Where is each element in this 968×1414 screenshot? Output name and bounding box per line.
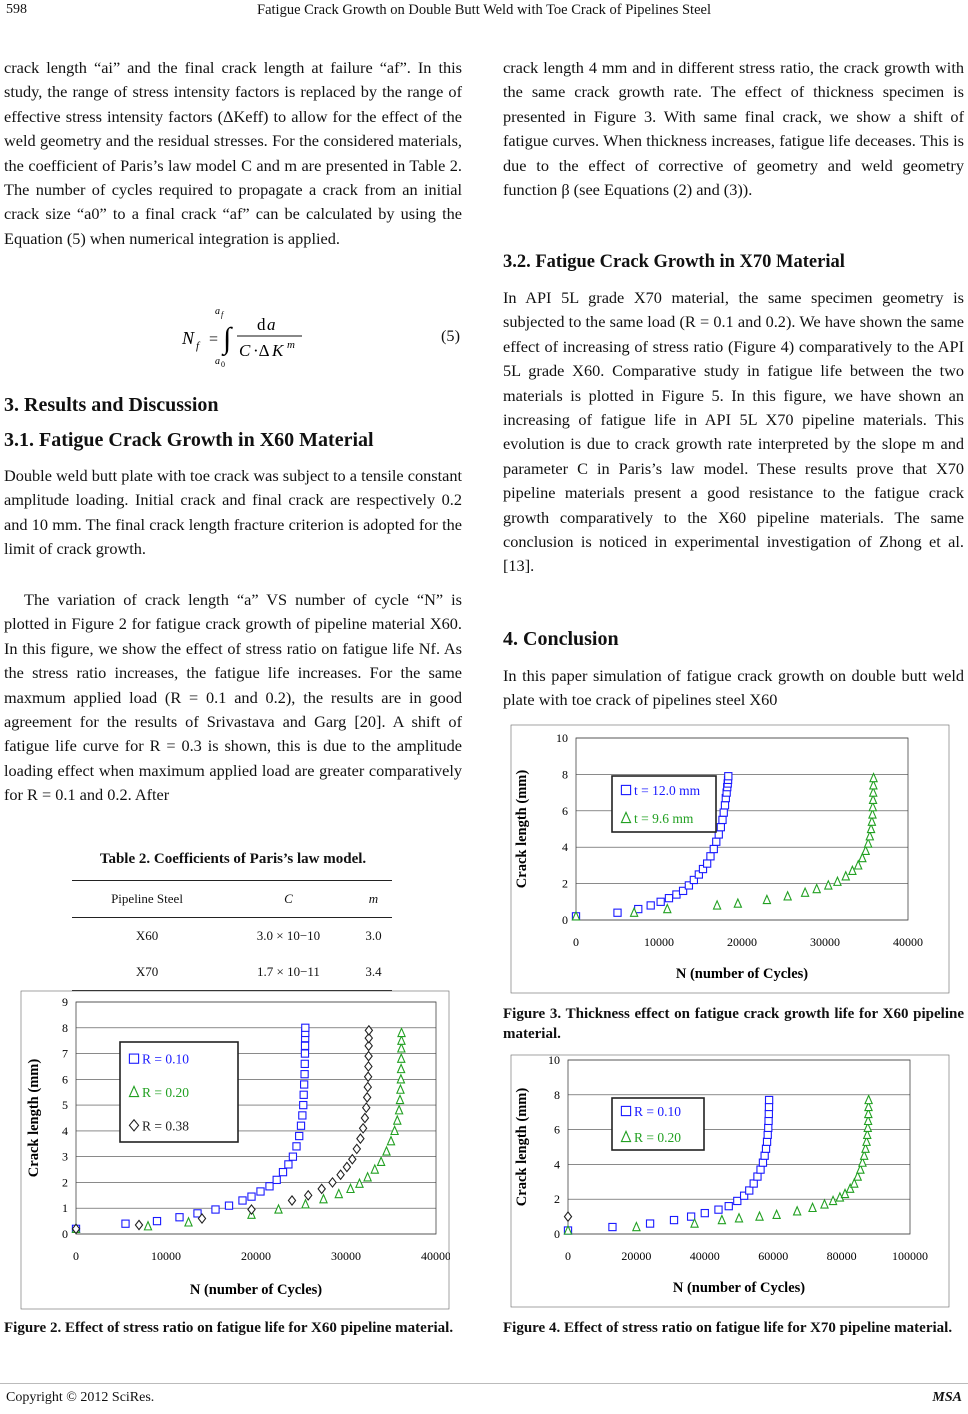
x-tick-label: 30000 xyxy=(331,1249,361,1263)
x-tick-label: 20000 xyxy=(727,935,757,949)
equation-5 xyxy=(4,302,462,372)
fig2-svg xyxy=(20,990,450,1310)
series-diamond xyxy=(564,1212,571,1221)
data-point xyxy=(353,1144,360,1153)
data-point xyxy=(725,1203,732,1210)
data-point xyxy=(754,1173,761,1180)
data-point xyxy=(300,1102,307,1109)
figure-4-caption: Figure 4. Effect of stress ratio on fatigue life for X70 pipeline material. xyxy=(503,1320,953,1336)
right-paragraph-3: In this paper simulation of fatigue crack growth on double butt weld plate with toe crack of pipelines steel X60 xyxy=(503,666,964,710)
y-tick-label: 0 xyxy=(562,913,568,927)
data-point xyxy=(257,1188,264,1195)
y-tick-label: 8 xyxy=(62,1020,68,1035)
svg-text:N: N xyxy=(182,328,195,348)
y-axis-label: Crack length (mm) xyxy=(514,1087,530,1207)
y-tick-label: 2 xyxy=(562,876,568,891)
figure-3-chart xyxy=(510,724,950,994)
data-point xyxy=(717,824,724,831)
data-point xyxy=(762,1145,769,1152)
right-paragraph-1: crack length 4 mm and in different stress ratio, the crack growth with the same crack growth rate. The effect of thickness specimen is presented in Figure 3. With same final crack, we show a shift of fatigue curves. When thickness increases, fatigue life deceases. This is due to the effect of corrective of geometry and weld geometry function β (see Equations (2) and (3)). xyxy=(503,58,964,200)
table-cell: 1.7 × 10−11 xyxy=(222,954,355,991)
fig3-svg xyxy=(510,724,950,994)
table-cell: 3.0 xyxy=(365,928,382,943)
data-point xyxy=(357,1134,364,1143)
x-tick-label: 20000 xyxy=(621,1249,652,1263)
data-point xyxy=(122,1220,129,1227)
data-point xyxy=(398,1044,405,1052)
data-point xyxy=(365,1072,372,1081)
data-point xyxy=(266,1183,273,1190)
x-axis-label: N (number of Cycles) xyxy=(189,1282,323,1298)
data-point xyxy=(746,1187,753,1194)
data-point xyxy=(720,809,727,816)
data-point xyxy=(665,895,672,902)
data-point xyxy=(763,1138,770,1145)
data-point xyxy=(394,1116,401,1124)
data-point xyxy=(176,1214,183,1221)
data-point xyxy=(364,1082,371,1091)
data-point xyxy=(301,1042,308,1049)
data-point xyxy=(842,872,849,880)
section-3-title: 3. Results and Discussion xyxy=(4,394,219,416)
y-tick-label: 5 xyxy=(62,1098,68,1113)
data-point xyxy=(704,860,711,867)
legend-marker xyxy=(621,785,630,794)
data-point xyxy=(301,1081,308,1088)
data-point xyxy=(285,1161,292,1168)
data-point xyxy=(813,884,820,892)
data-point xyxy=(765,1096,772,1103)
section-3-2-title: 3.2. Fatigue Crack Growth in X70 Material xyxy=(503,252,845,272)
left-paragraph-2: The variation of crack length “a” VS number of cycle “N” is plotted in Figure 2 for fatigue crack growth of pipeline material X60. In this figure, we show the effect of stress ratio on fatigue life Nf. As the stress ratio increases, the fatigue life increases. For the same maxmum applied load (R = 0.1 and 0.2), the results are in good agreement for the results of Srivastava and Garg [20]. A shift of fatigue life curve for R = 0.3 is shown, this is due to the amplitude loading effect when maximum applied load are greater comparatively for R = 0.1 and 0.2. After xyxy=(4,590,462,805)
legend xyxy=(120,1042,238,1142)
svg-text:C: C xyxy=(239,341,251,360)
data-point xyxy=(633,1222,640,1230)
data-point xyxy=(302,1024,309,1031)
data-point xyxy=(343,1162,350,1171)
section-4-title: 4. Conclusion xyxy=(503,628,619,650)
svg-text:0: 0 xyxy=(221,360,225,369)
x-tick-label: 80000 xyxy=(826,1249,857,1263)
figure-2-caption: Figure 2. Effect of stress ratio on fatigue life for X60 pipeline material. xyxy=(4,1320,454,1336)
y-tick-label: 6 xyxy=(62,1072,68,1087)
data-point xyxy=(809,1203,816,1211)
x-axis-label: N (number of Cycles) xyxy=(675,966,809,982)
x-tick-label: 0 xyxy=(565,1249,571,1263)
y-tick-label: 2 xyxy=(62,1175,68,1190)
svg-text:a: a xyxy=(267,315,276,334)
svg-text:a: a xyxy=(215,306,220,317)
data-point xyxy=(301,1071,308,1078)
table-row xyxy=(72,954,392,991)
data-point xyxy=(725,773,732,780)
svg-text:=: = xyxy=(209,331,219,348)
data-point xyxy=(302,1200,309,1208)
legend-marker xyxy=(621,1106,630,1115)
equation-number: (5) xyxy=(441,326,460,345)
legend-marker xyxy=(129,1054,138,1063)
data-point xyxy=(397,1085,404,1093)
data-point xyxy=(750,1180,757,1187)
data-point xyxy=(300,1091,307,1098)
data-point xyxy=(707,853,714,860)
x-tick-label: 40000 xyxy=(689,1249,720,1263)
x-axis-label: N (number of Cycles) xyxy=(672,1280,806,1296)
data-point xyxy=(335,1189,342,1197)
data-point xyxy=(710,845,717,852)
data-point xyxy=(721,802,728,809)
data-point xyxy=(759,1159,766,1166)
legend-label: R = 0.20 xyxy=(634,1130,681,1145)
table-cell: X70 xyxy=(72,954,222,991)
data-point xyxy=(337,1170,344,1179)
paris-law-table xyxy=(72,880,392,991)
data-point xyxy=(825,881,832,889)
x-tick-label: 10000 xyxy=(644,935,674,949)
page-header xyxy=(0,0,968,24)
x-tick-label: 40000 xyxy=(421,1249,450,1263)
svg-text:·Δ: ·Δ xyxy=(253,341,270,360)
data-point xyxy=(397,1064,404,1072)
data-point xyxy=(248,1193,255,1200)
table-cell: X60 xyxy=(135,928,159,943)
y-tick-label: 3 xyxy=(62,1149,68,1164)
data-point xyxy=(765,1124,772,1131)
chart-frame xyxy=(511,725,949,993)
data-point xyxy=(363,1103,370,1112)
data-point xyxy=(360,1124,367,1133)
table-header-c: C xyxy=(222,881,355,918)
legend-label: R = 0.10 xyxy=(142,1051,189,1067)
data-point xyxy=(248,1205,255,1214)
page-number: 598 xyxy=(6,2,27,17)
data-point xyxy=(364,1093,371,1102)
data-point xyxy=(347,1184,354,1192)
data-point xyxy=(670,1216,677,1223)
x-tick-label: 20000 xyxy=(241,1249,271,1263)
data-point xyxy=(320,1195,327,1203)
data-point xyxy=(365,1062,372,1071)
left-paragraph-1: Double weld butt plate with toe crack was subject to a tensile constant amplitude loading. Initial crack and final crack are respectively 0.2 and 10 mm. The final crack length fracture criterion is adopted for the limit of crack growth. xyxy=(4,466,462,559)
data-point xyxy=(301,1060,308,1067)
data-point xyxy=(719,816,726,823)
data-point xyxy=(349,1155,356,1164)
data-point xyxy=(734,899,741,907)
data-point xyxy=(829,1196,836,1204)
section-3-1-title: 3.1. Fatigue Crack Growth in X60 Material xyxy=(4,429,374,451)
table-row xyxy=(72,918,392,955)
y-axis-label: Crack length (mm) xyxy=(514,769,530,889)
figure-2-chart xyxy=(20,990,450,1310)
copyright-text: Copyright © 2012 SciRes. xyxy=(6,1390,155,1405)
data-point xyxy=(398,1054,405,1062)
x-tick-label: 0 xyxy=(73,1249,79,1263)
data-point xyxy=(646,1220,653,1227)
figure-4-chart xyxy=(510,1054,950,1308)
data-point xyxy=(397,1075,404,1083)
data-point xyxy=(364,1173,371,1181)
x-tick-label: 0 xyxy=(573,935,579,949)
data-point xyxy=(756,1212,763,1220)
data-point xyxy=(735,1214,742,1222)
svg-text:d: d xyxy=(257,315,266,334)
y-tick-label: 10 xyxy=(548,1054,560,1067)
data-point xyxy=(714,901,721,909)
y-tick-label: 1 xyxy=(62,1201,68,1216)
data-point xyxy=(396,1106,403,1114)
data-point xyxy=(293,1143,300,1150)
data-point xyxy=(273,1176,280,1183)
table-header-steel: Pipeline Steel xyxy=(72,881,222,918)
x-tick-label: 30000 xyxy=(810,935,840,949)
data-point xyxy=(614,909,621,916)
data-point xyxy=(765,1103,772,1110)
y-tick-label: 7 xyxy=(62,1046,68,1061)
data-point xyxy=(185,1218,192,1226)
data-point xyxy=(564,1212,571,1221)
data-point xyxy=(135,1220,142,1229)
svg-text:∫: ∫ xyxy=(223,322,232,355)
chart-frame xyxy=(511,1055,949,1307)
data-point xyxy=(398,1028,405,1036)
journal-name: MSA xyxy=(932,1390,962,1405)
data-point xyxy=(361,1113,368,1122)
x-tick-label: 10000 xyxy=(151,1249,181,1263)
data-point xyxy=(834,877,841,885)
svg-text:a: a xyxy=(215,356,220,367)
data-point xyxy=(715,1206,722,1213)
x-tick-label: 60000 xyxy=(758,1249,789,1263)
data-point xyxy=(299,1112,306,1119)
data-point xyxy=(734,1197,741,1204)
data-point xyxy=(609,1223,616,1230)
data-point xyxy=(764,1131,771,1138)
data-point xyxy=(318,1184,325,1193)
left-intro-paragraph: crack length “ai” and the final crack length at failure “af”. In this study, the range of stress intensity factors is replaced by the range of effective stress intensity factors (ΔKeff) to allow for the effect of the weld geometry and the residual stresses. For the considered materials, the coefficient of Paris’s law model C and m are presented in Table 2. The number of cycles required to propagate a crack from an initial crack size “a0” to a final crack “af” can be calculated by using the Equation (5) when numerical integration is applied. xyxy=(4,58,462,248)
data-point xyxy=(301,1050,308,1057)
table-2-caption: Table 2. Coefficients of Paris’s law model. xyxy=(99,851,367,867)
data-point xyxy=(801,888,808,896)
data-point xyxy=(701,1210,708,1217)
data-point xyxy=(288,1196,295,1205)
data-point xyxy=(212,1206,219,1213)
y-tick-label: 8 xyxy=(554,1087,560,1102)
legend xyxy=(612,776,716,832)
figure-3-caption: Figure 3. Thickness effect on fatigue crack growth life for X60 pipeline material. xyxy=(503,1006,964,1042)
svg-text:f: f xyxy=(221,310,224,319)
y-tick-label: 6 xyxy=(554,1122,560,1137)
table-cell: 3.0 × 10−10 xyxy=(256,928,321,943)
data-point xyxy=(757,1166,764,1173)
x-tick-label: 100000 xyxy=(892,1249,928,1263)
data-point xyxy=(657,898,664,905)
data-point xyxy=(371,1165,378,1173)
data-point xyxy=(296,1132,303,1139)
legend-label: R = 0.10 xyxy=(634,1104,681,1119)
data-point xyxy=(773,1210,780,1218)
data-point xyxy=(765,1117,772,1124)
data-point xyxy=(387,1137,394,1145)
y-tick-label: 9 xyxy=(62,995,68,1009)
y-tick-label: 0 xyxy=(62,1227,68,1241)
data-point xyxy=(688,1213,695,1220)
data-point xyxy=(391,1126,398,1134)
data-point xyxy=(297,1122,304,1129)
data-point xyxy=(153,1218,160,1225)
page-footer xyxy=(0,1383,968,1414)
data-point xyxy=(305,1191,312,1200)
svg-text:f: f xyxy=(196,340,200,352)
data-point xyxy=(144,1222,151,1230)
y-tick-label: 4 xyxy=(62,1123,68,1138)
data-point xyxy=(275,1205,282,1213)
data-point xyxy=(396,1095,403,1103)
y-tick-label: 0 xyxy=(554,1227,560,1241)
data-point xyxy=(356,1179,363,1187)
data-point xyxy=(398,1036,405,1044)
y-tick-label: 6 xyxy=(562,803,568,818)
data-point xyxy=(765,1110,772,1117)
legend-label: t = 9.6 mm xyxy=(634,811,694,826)
running-title: Fatigue Crack Growth on Double Butt Weld with Toe Crack of Pipelines Steel xyxy=(257,2,711,18)
data-point xyxy=(761,1152,768,1159)
y-tick-label: 2 xyxy=(554,1192,560,1207)
data-point xyxy=(365,1052,372,1061)
table-header-m: m xyxy=(355,881,392,918)
data-point xyxy=(718,1215,725,1223)
data-point xyxy=(289,1153,296,1160)
legend-label: R = 0.38 xyxy=(142,1118,189,1134)
data-point xyxy=(279,1169,286,1176)
data-point xyxy=(865,1095,872,1103)
svg-text:m: m xyxy=(287,339,295,351)
y-axis-label: Crack length (mm) xyxy=(26,1058,42,1178)
legend-label: t = 12.0 mm xyxy=(634,783,701,798)
svg-text:K: K xyxy=(272,341,284,360)
y-tick-label: 4 xyxy=(562,840,568,855)
data-point xyxy=(225,1202,232,1209)
data-point xyxy=(794,1207,801,1215)
data-point xyxy=(329,1178,336,1187)
data-point xyxy=(378,1157,385,1165)
data-point xyxy=(239,1197,246,1204)
data-point xyxy=(821,1200,828,1208)
table-cell: 3.4 xyxy=(355,954,392,991)
data-point xyxy=(713,838,720,845)
fig4-svg xyxy=(510,1054,950,1308)
data-point xyxy=(763,895,770,903)
y-tick-label: 4 xyxy=(554,1157,560,1172)
data-point xyxy=(647,902,654,909)
y-tick-label: 10 xyxy=(556,731,568,745)
data-point xyxy=(784,892,791,900)
legend-label: R = 0.20 xyxy=(142,1085,189,1100)
data-point xyxy=(365,1026,372,1035)
data-point xyxy=(383,1147,390,1155)
legend xyxy=(612,1098,704,1150)
x-tick-label: 40000 xyxy=(893,935,923,949)
right-paragraph-2: In API 5L grade X70 material, the same specimen geometry is subjected to the same load (R = 0.1 and 0.2). We have shown the same effect of increasing of stress ratio (Figure 4) comparatively to the API 5L grade X60. Comparative study in fatigue life between the two materials is plotted in Figure 5. In this figure, we have shown an increasing of fatigue life in API 5L X70 pipeline materials. This evolution is due to crack growth rate interpreted by the slope m and parameter C in Paris’s law model. These results prove that X70 pipeline materials present a good resistance to the fatigue crack growth comparatively to the X60 pipeline materials. The same conclusion is noticed in experimental investigation of Zhong et al. [13]. xyxy=(503,288,964,576)
y-tick-label: 8 xyxy=(562,767,568,782)
